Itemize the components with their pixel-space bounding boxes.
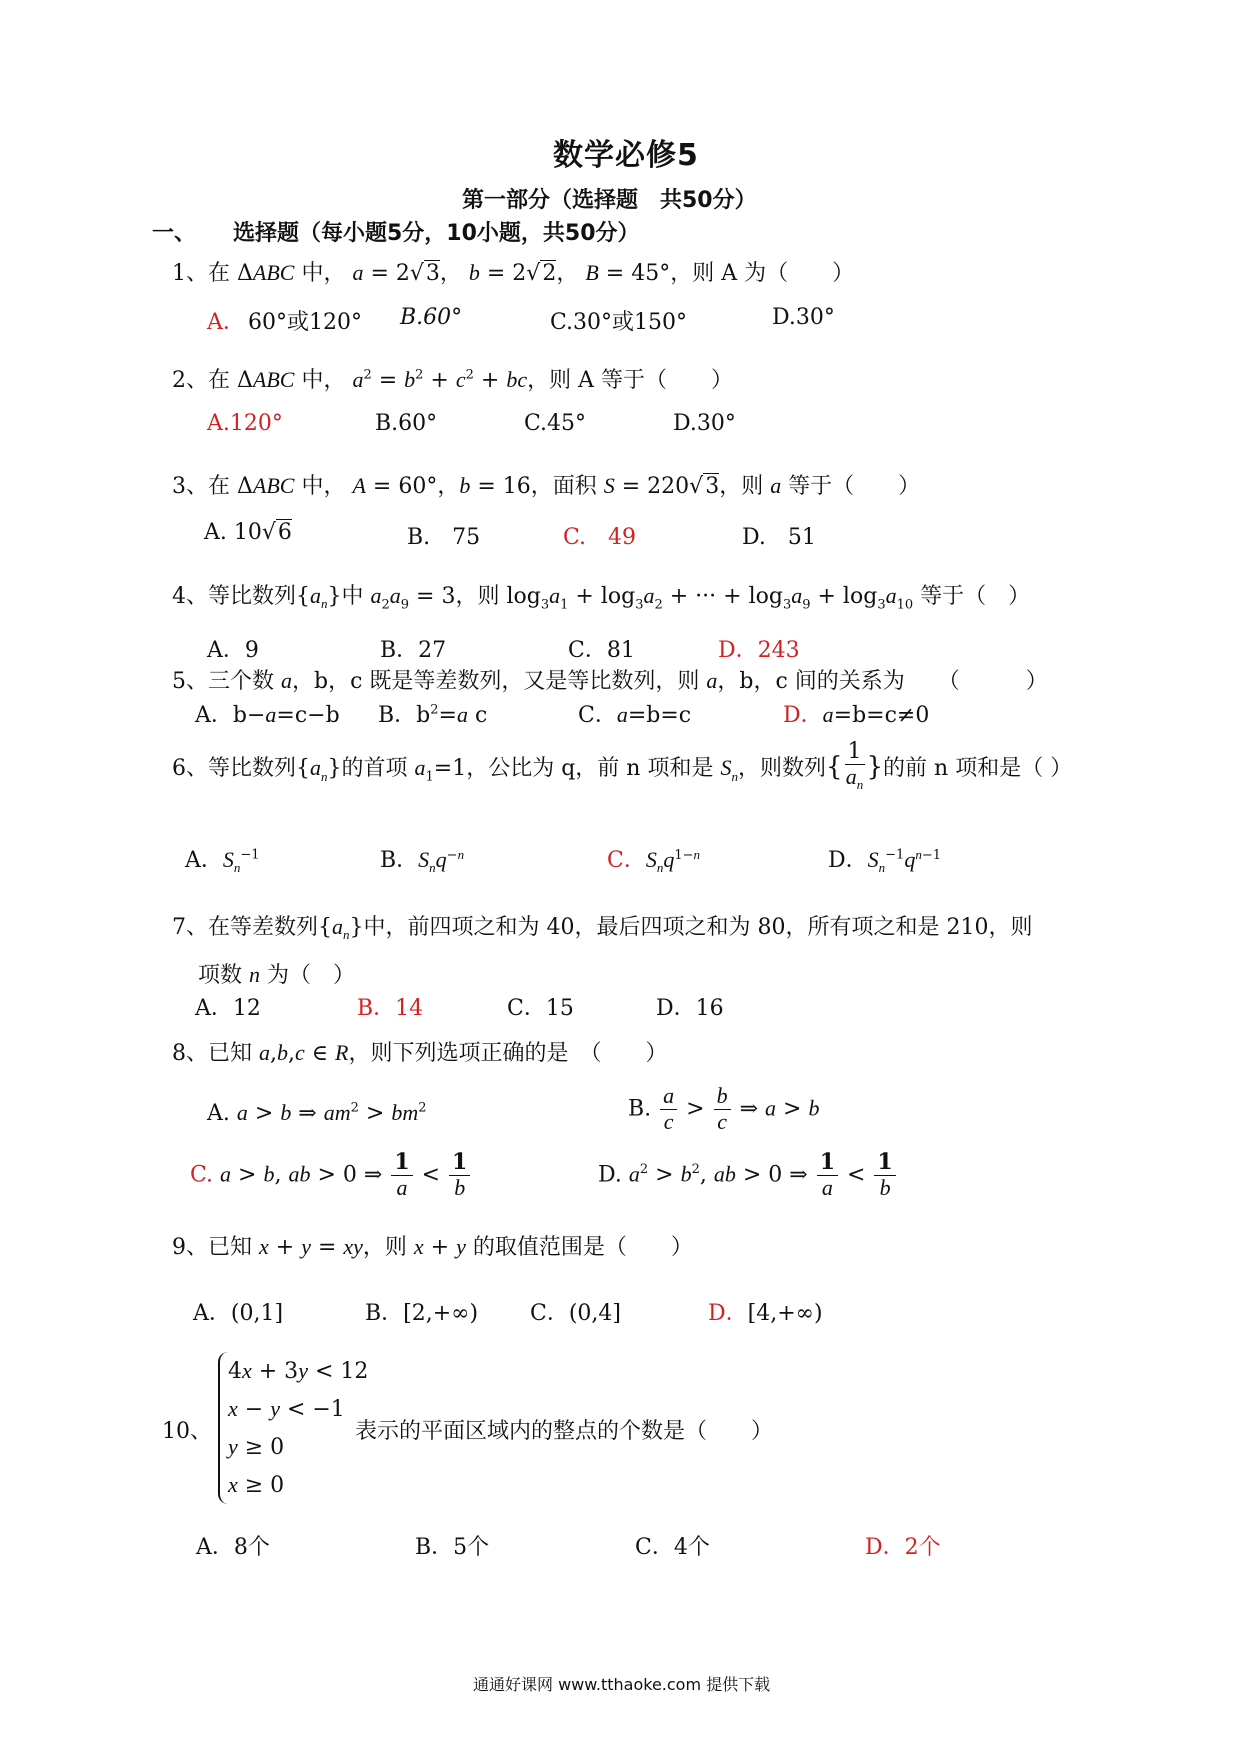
question-8: 8、已知 a,b,c ∈ R，则下列选项正确的是 （ ）	[172, 1040, 668, 1066]
q1-option-a-label: A．	[207, 310, 245, 335]
footer-credit: 通通好课网 www.tthaoke.com 提供下载	[473, 1675, 771, 1694]
q9-option-d: D．[4,+∞)	[708, 1301, 823, 1326]
q4-option-d: D．243	[718, 638, 800, 663]
q3-option-c	[563, 520, 636, 551]
question-10-number: 10、	[162, 1419, 212, 1444]
q8-option-a: A. a > b ⇒ $am^2 > bm^2$	[207, 1100, 427, 1126]
question-9: 9、已知 x + y = xy，则 x + y 的取值范围是（ ）	[172, 1234, 693, 1260]
question-2: 2、在 ΔABC 中， $a^2 = b^2 + c^2$ + bc，则 A 等于（ ）	[172, 367, 733, 393]
question-7: 7、在等差数列$\{a_n\}$中，前四项之和为 40，最后四项之和为 80，所有项之和是 210，则	[172, 914, 1033, 943]
question-3: 3、在 ΔABC 中， A = 60°，b = 16，面积 S = 220√3，则 a 等于（ ）	[172, 473, 921, 499]
q6-option-c-label: C．	[607, 848, 646, 873]
q5-option-c: C．a=b=c	[578, 702, 692, 728]
q1-option-d	[772, 305, 835, 330]
q9-option-c-label: C．	[530, 1301, 569, 1326]
q7-option-d: D．16	[656, 996, 724, 1021]
q2-option-b: B.60°	[375, 411, 438, 436]
inequality-2: x − y < −1	[228, 1396, 345, 1422]
q9-option-a: A．(0,1]	[193, 1301, 284, 1326]
q3-option-a: A. 10√6	[204, 520, 292, 545]
inequality-system	[218, 1352, 368, 1504]
q4-option-b: B．27	[380, 638, 447, 663]
q10-option-d: D．2个	[865, 1535, 941, 1560]
q8-option-d: D. $a^2 > b^2$, ab > 0 ⇒ $\frac{1}{a}$ < $\frac{1}{b}$	[598, 1150, 898, 1201]
q5-option-a-label: A．	[195, 703, 233, 728]
q7-option-c: C．15	[507, 996, 574, 1021]
q10-option-c: C．4个	[635, 1535, 710, 1560]
q6-option-c: C．$S_nq^{1-n}$	[607, 846, 701, 876]
inequality-1: 4x + 3y < 12	[228, 1358, 369, 1384]
q9-option-b-label: B．	[365, 1301, 404, 1326]
q6-option-d-label: D．	[828, 848, 868, 873]
inequality-4: x ≥ 0	[228, 1472, 285, 1498]
q3-option-b: B. 75	[407, 525, 481, 550]
q6-option-a: A．$S_n^{-1}$	[185, 847, 260, 876]
q2-option-c: C.45°	[524, 411, 587, 436]
q9-option-c: C．(0,4]	[530, 1301, 621, 1326]
q9-option-a-label: A．	[193, 1301, 231, 1326]
page-title: 数学必修5	[553, 138, 699, 173]
q7-option-b	[357, 991, 423, 1022]
q6-option-a-label: A．	[185, 848, 223, 873]
question-7-cont: 项数 n 为（ ）	[198, 962, 355, 988]
q8-option-c-label: C.	[190, 1162, 214, 1188]
q3-option-c-text: C. 49	[563, 525, 637, 550]
reciprocal-fraction: $\frac{1}{a_n}$	[845, 739, 864, 793]
q8-option-b: B. $\frac{a}{c}$ > $\frac{b}{c}$ ⇒ a > b	[628, 1083, 820, 1134]
question-4: 4、等比数列$\{a_n\}$中 $a_2a_9 = 3$，则 $\log_3a_1 + \log_3a_2$ + ··· + $\log_3a_9 + \log_3a_{10}$ 等于（ ）	[172, 583, 1031, 613]
q10-option-b: B．5个	[415, 1535, 490, 1560]
q6-option-b-label: B．	[380, 848, 419, 873]
question-1: 1、在 ΔABC 中， a = 2√3， b = 2√2， B = 45°，则 A 为（ ）	[172, 260, 855, 286]
question-6: 6、等比数列$\{a_n\}$的首项 $a_1=1$，公比为 q，前 n 项和是 $S_n$，则数列{ $\frac{1}{a_n}$ }的前 n 项和是（ ）	[172, 740, 1072, 798]
inequality-3: y ≥ 0	[228, 1434, 285, 1460]
q3-option-a-label: A.	[204, 520, 227, 545]
q8-option-c: C. a > b, ab > 0 ⇒ $\frac{1}{a}$ < $\frac{1}{b}$	[190, 1150, 472, 1201]
q7-option-a: A．12	[195, 996, 261, 1021]
q5-option-a: A．b−a=c−b	[195, 702, 340, 728]
q1-option-c-text: C.30°或150°	[550, 310, 688, 335]
q1-option-c	[550, 305, 687, 336]
section-title: 选择题（每小题5分，10小题，共50分）	[233, 221, 640, 246]
q5-option-b: B．$b^2=a$ c	[378, 702, 488, 728]
q8-option-d-label: D.	[598, 1162, 622, 1188]
question-10-text: 表示的平面区域内的整点的个数是（ ）	[355, 1419, 774, 1444]
part-heading: 第一部分（选择题 共50分）	[462, 188, 757, 213]
q8-option-b-label: B.	[628, 1096, 652, 1122]
q4-option-c: C．81	[568, 638, 635, 663]
section-number: 一、	[152, 221, 197, 246]
q1-option-b	[400, 305, 462, 330]
q2-option-d: D.30°	[673, 411, 736, 436]
q5-option-b-label: B．	[378, 703, 417, 728]
q1-option-d-text: D.30°	[772, 305, 835, 330]
q1-option-a: 60°或120°	[248, 310, 362, 335]
q5-option-d-label: D．	[783, 703, 823, 728]
q5-option-d: D．a=b=c≠0	[783, 702, 930, 728]
q7-option-b-text: B．14	[357, 996, 424, 1021]
q1-option-b-text: B.60°	[400, 305, 463, 330]
q6-option-b: B．$S_nq^{-n}$	[380, 846, 465, 876]
q8-option-a-label: A.	[207, 1101, 230, 1126]
q9-option-d-label: D．	[708, 1301, 748, 1326]
q3-option-d: D. 51	[742, 525, 816, 550]
q5-option-c-label: C．	[578, 703, 617, 728]
question-5: 5、三个数 a，b，c 既是等差数列，又是等比数列，则 a，b，c 间的关系为 （ ）	[172, 668, 1048, 694]
q9-option-b: B．[2,+∞)	[365, 1301, 479, 1326]
q4-option-a: A．9	[207, 638, 259, 663]
q2-option-a: A.120°	[207, 411, 283, 436]
q6-option-d: D．$S_n^{-1}q^{n-1}$	[828, 846, 941, 876]
q10-option-a: A．8个	[196, 1535, 270, 1560]
